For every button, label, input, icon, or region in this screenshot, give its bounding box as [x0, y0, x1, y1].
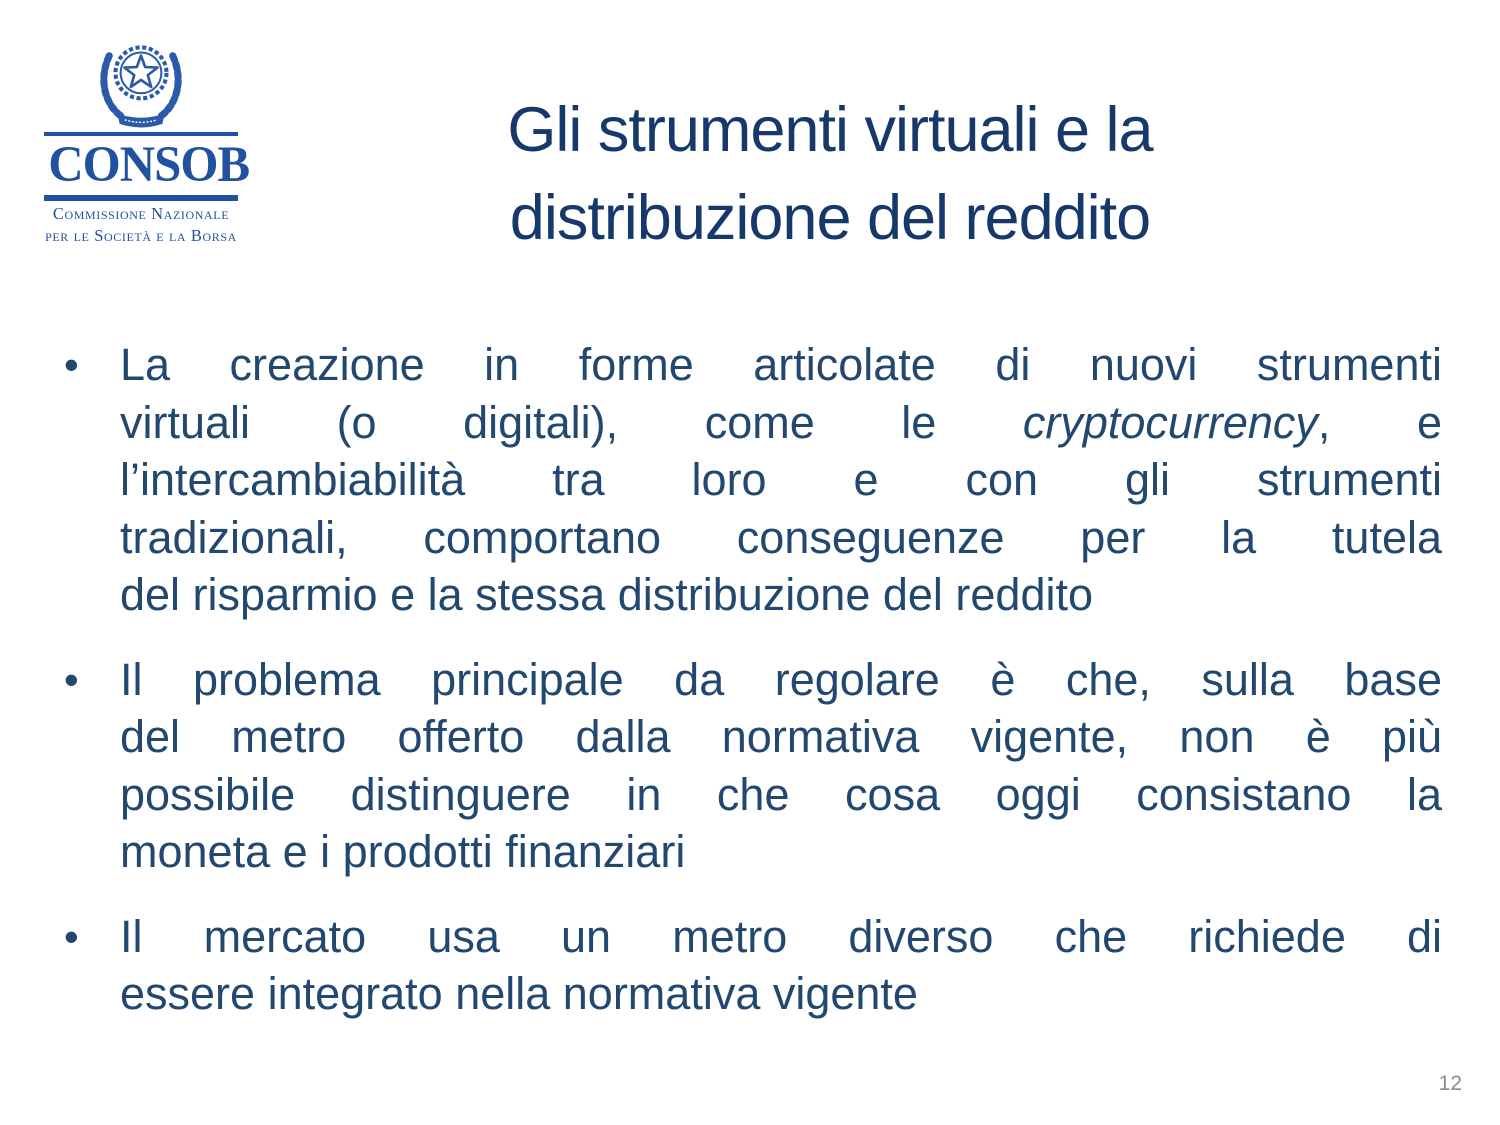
bullet-list — [62, 336, 1442, 1023]
bullet-text-line: possibile distinguere in che cosa oggi consistano la — [120, 768, 1442, 820]
consob-subtitle-line2: per le Società e la Borsa — [45, 226, 237, 245]
bullet-item — [62, 908, 1442, 1023]
bullet-marker-icon: • — [64, 341, 79, 388]
bullet-text-line: del risparmio e la stessa distribuzione del reddito — [120, 569, 1093, 620]
bullet-text-line: La creazione in forme articolate di nuovi strumenti — [120, 339, 1442, 390]
bullet-text-line: tradizionali, comportano conseguenze per la tutela — [120, 511, 1442, 563]
bullet-text — [120, 908, 1442, 1023]
bullet-text-line: del metro offerto dalla normativa vigente, non è più — [120, 711, 1442, 762]
bullet-marker-icon: • — [64, 912, 79, 960]
bullet-marker-icon: • — [64, 655, 79, 703]
bullet-text-line: Il problema principale da regolare è che, sulla base — [120, 653, 1442, 705]
bullet-item — [62, 336, 1442, 624]
italian-republic-emblem-icon — [90, 28, 192, 130]
slide-title — [270, 86, 1390, 262]
consob-wordmark-box — [44, 132, 250, 201]
bullet-text — [120, 651, 1442, 881]
bullet-text-line: essere integrato nella normativa vigente — [120, 968, 918, 1019]
bullet-text-line: moneta e i prodotti finanziari — [120, 826, 686, 877]
slide-title-line2: distribuzione del reddito — [509, 183, 1151, 253]
consob-wordmark: CONSOB — [48, 137, 250, 193]
bullet-text-line: l’intercambiabilità tra loro e con gli strumenti — [120, 454, 1442, 505]
slide-title-line1: Gli strumenti virtuali e la — [507, 95, 1153, 165]
bullet-text — [120, 336, 1442, 624]
consob-logo — [44, 28, 250, 245]
page-number: 12 — [1438, 1072, 1462, 1095]
bullet-item — [62, 651, 1442, 881]
consob-subtitle-line1: Commissione Nazionale — [52, 204, 230, 223]
bullet-text-line: Il mercato usa un metro diverso che richiede di — [120, 910, 1442, 962]
bullet-text-line: virtuali (o digitali), come le cryptocurrency, e — [120, 396, 1442, 448]
